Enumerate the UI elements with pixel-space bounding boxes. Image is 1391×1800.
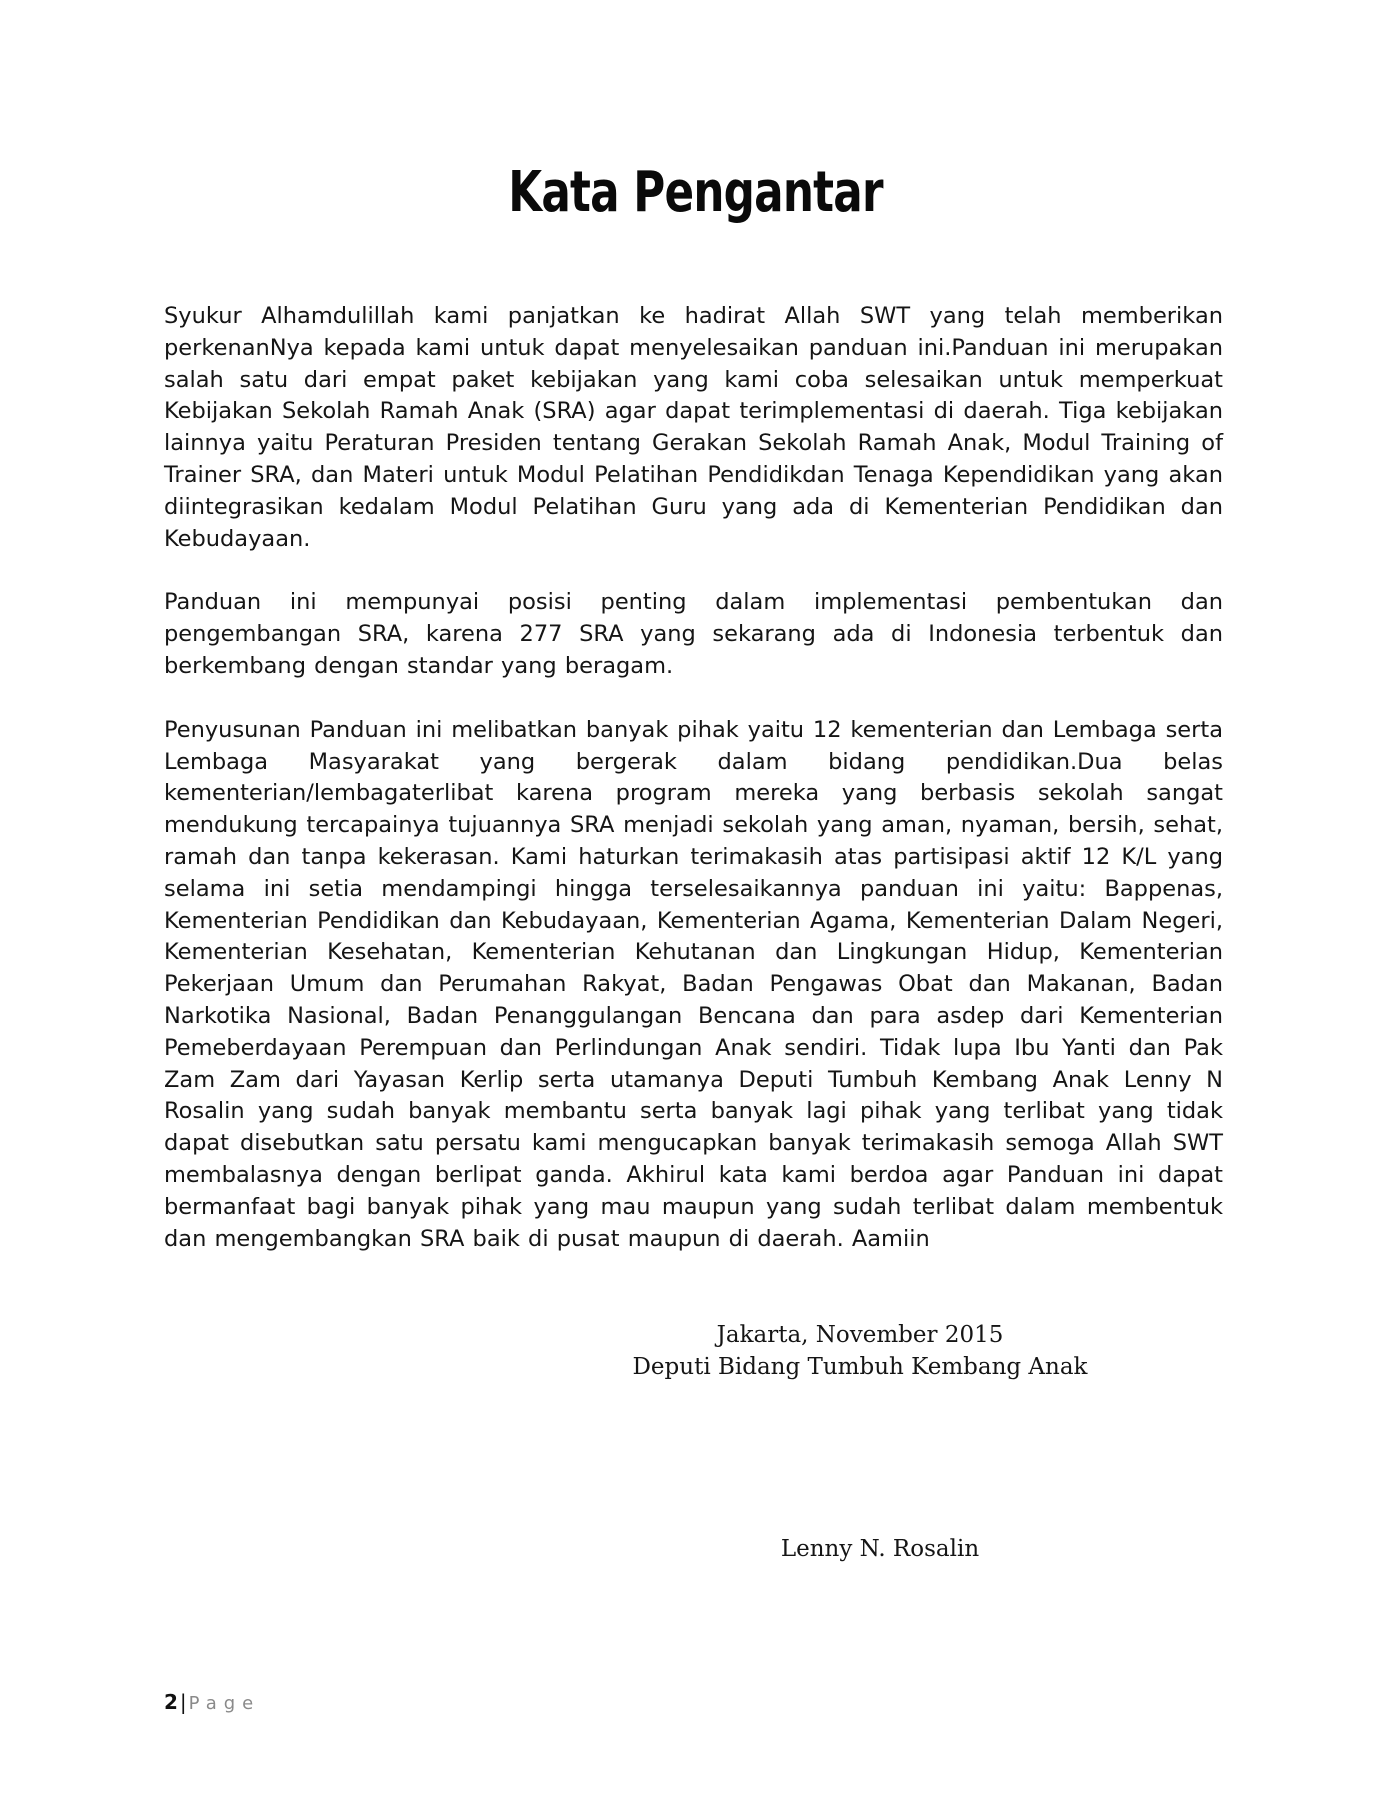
signature-role: Deputi Bidang Tumbuh Kembang Anak xyxy=(632,1354,1088,1380)
signature-name: Lenny N. Rosalin xyxy=(780,1536,980,1562)
signature-place-date: Jakarta, November 2015 xyxy=(716,1322,1004,1348)
page-label: Page xyxy=(188,1693,261,1714)
body-text xyxy=(164,301,1223,1287)
footer-separator: | xyxy=(179,1690,187,1714)
paragraph-intro: Syukur Alhamdulillah kami panjatkan ke hadirat Allah SWT yang telah memberikan perkenanNya kepada kami untuk dapat menyelesaikan panduan ini.Panduan ini merupakan salah satu dari empat paket kebijakan yang kami coba selesaikan untuk memperkuat Kebijakan Sekolah Ramah Anak (SRA) agar dapat terimplementasi di daerah. Tiga kebijakan lainnya yaitu Peraturan Presiden tentang Gerakan Sekolah Ramah Anak, Modul Training of Trainer SRA, dan Materi untuk Modul Pelatihan Pendidikdan Tenaga Kependidikan yang akan diintegrasikan kedalam Modul Pelatihan Guru yang ada di Kementerian Pendidikan dan Kebudayaan. xyxy=(164,303,1223,552)
page-title: Kata Pengantar xyxy=(508,160,883,225)
page-number: 2 xyxy=(164,1690,178,1714)
paragraph-position: Panduan ini mempunyai posisi penting dalam implementasi pembentukan dan pengembangan SRA, karena 277 SRA yang sekarang ada di Indonesia terbentuk dan berkembang dengan standar yang beragam. xyxy=(164,589,1223,679)
page-footer xyxy=(164,1690,260,1714)
paragraph-acknowledgements: Penyusunan Panduan ini melibatkan banyak pihak yaitu 12 kementerian dan Lembaga serta Lembaga Masyarakat yang bergerak dalam bidang pendidikan.Dua belas kementerian/lembagaterlibat karena program mereka yang berbasis sekolah sangat mendukung tercapainya tujuannya SRA menjadi sekolah yang aman, nyaman, bersih, sehat, ramah dan tanpa kekerasan. Kami haturkan terimakasih atas partisipasi aktif 12 K/L yang selama ini setia mendampingi hingga terselesaikannya panduan ini yaitu: Bappenas, Kementerian Pendidikan dan Kebudayaan, Kementerian Agama, Kementerian Dalam Negeri, Kementerian Kesehatan, Kementerian Kehutanan dan Lingkungan Hidup, Kementerian Pekerjaan Umum dan Perumahan Rakyat, Badan Pengawas Obat dan Makanan, Badan Narkotika Nasional, Badan Penanggulangan Bencana dan para asdep dari Kementerian Pemeberdayaan Perempuan dan Perlindungan Anak sendiri. Tidak lupa Ibu Yanti dan Pak Zam Zam dari Yayasan Kerlip serta utamanya Deputi Tumbuh Kembang Anak Lenny N Rosalin yang sudah banyak membantu serta banyak lagi pihak yang terlibat yang tidak dapat disebutkan satu persatu kami mengucapkan banyak terimakasih semoga Allah SWT membalasnya dengan berlipat ganda. Akhirul kata kami berdoa agar Panduan ini dapat bermanfaat bagi banyak pihak yang mau maupun yang sudah terlibat dalam membentuk dan mengembangkan SRA baik di pusat maupun di daerah. Aamiin xyxy=(164,716,1223,1252)
